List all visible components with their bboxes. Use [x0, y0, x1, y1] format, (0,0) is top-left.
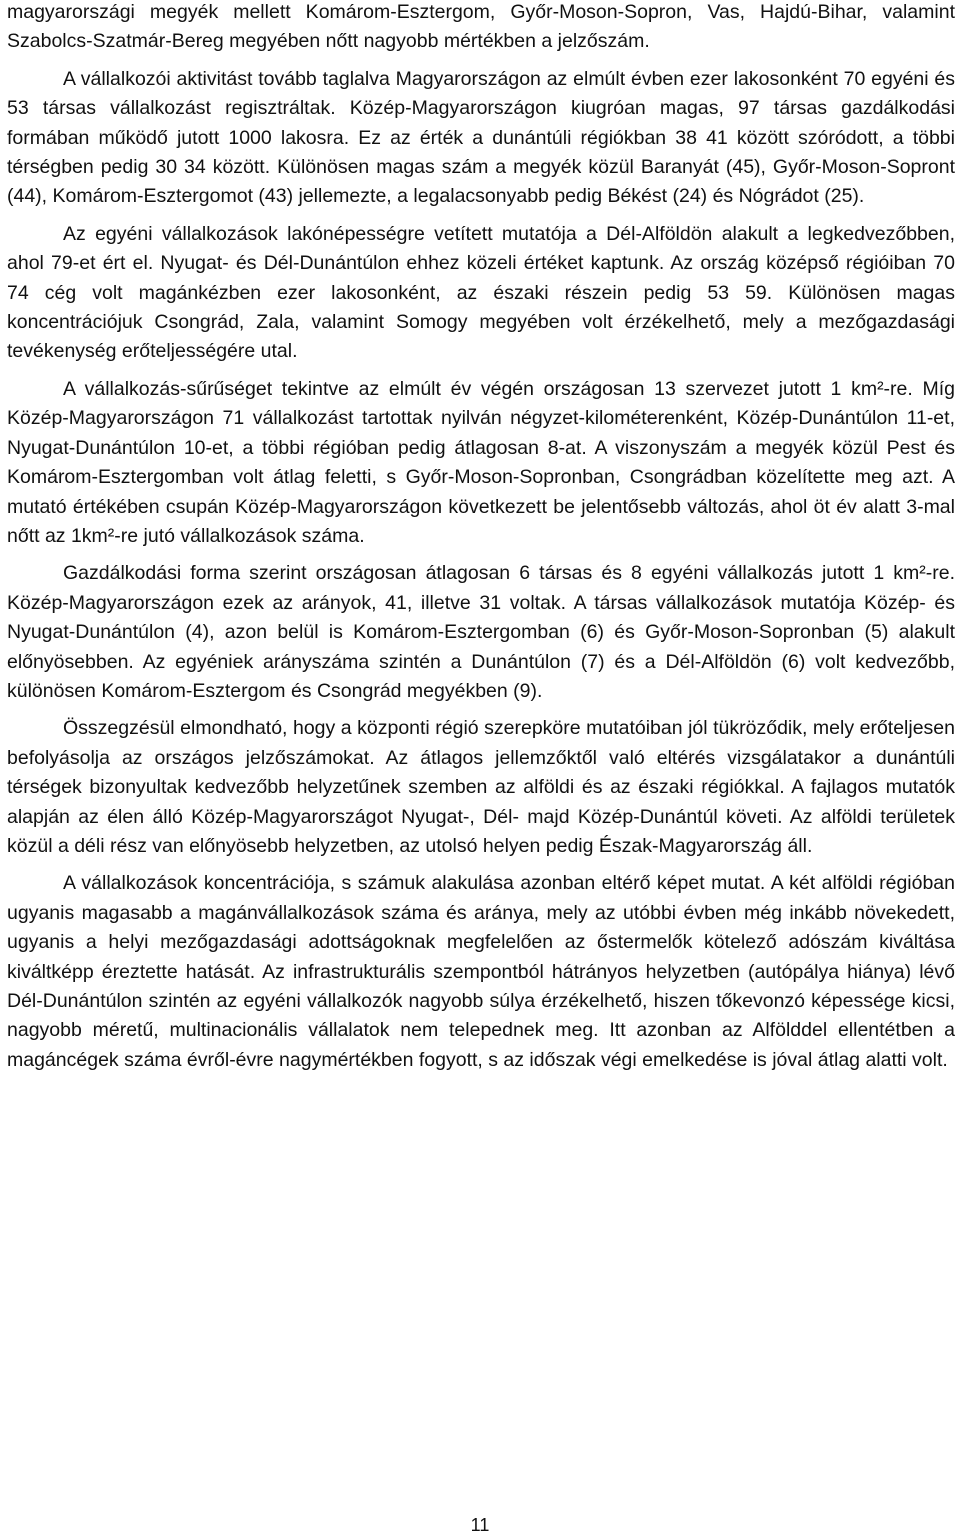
- paragraph-4: A vállalkozás-sűrűséget tekintve az elmúlt év végén országosan 13 szervezet jutott 1 km²-re. Míg Közép-Magyarországon 71 vállalkozást tartottak nyilván négyzet-kilométerenként, Közép-Dunántúlon 11-et, Nyugat-Dunántúlon 10-et, a többi régióban pedig átlagosan 8-at. A viszonyszám a megyék közül Pest és Komárom-Esztergomban volt átlag feletti, s Győr-Moson-Sopronban, Csongrádban közelítette meg azt. A mutató értékében csupán Közép-Magyarországon következett be jelentősebb változás, ahol öt év alatt 3-mal nőtt az 1km²-re jutó vállalkozások száma.: [7, 377, 955, 547]
- paragraph-6: Összegzésül elmondható, hogy a központi régió szerepköre mutatóiban jól tükröződik, mely erőteljesen befolyásolja az országos jelzőszámokat. Az átlagos jellemzőktől való eltérés vizsgálatakor a dunántúli térségek bizonyultak kedvezőbb helyzetűnek szemben az alföldi és az északi régiókkal. A fajlagos mutatók alapján az élen álló Közép-Magyarországot Nyugat-, Dél- majd Közép-Dunántúl követi. Az alföldi területek közül a déli rész van előnyösebb helyzetben, az utolsó helyen pedig Észak-Magyarország áll.: [7, 717, 955, 857]
- paragraph-7: A vállalkozások koncentrációja, s számuk alakulása azonban eltérő képet mutat. A két alföldi régióban ugyanis magasabb a magánvállalkozások száma és aránya, mely az utóbbi évben még inkább növekedett, ugyanis a helyi mezőgazdasági adottságoknak megfelelően az őstermelők kötelező adószám kiváltása kiváltképp éreztette hatását. Az infrastrukturális szempontból hátrányos helyzetben (autópálya hiánya) lévő Dél-Dunántúlon szintén az egyéni vállalkozók nagyobb súlya érzékelhető, hiszen tőkevonzó képessége kicsi, nagyobb méretű, multinacionális vállalatok nem telepednek meg. Itt azonban az Alfölddel ellentétben a magáncégek száma évről-évre nagymértékben fogyott, s az időszak végi emelkedése is jóval átlag alatti volt.: [7, 872, 955, 1071]
- paragraph-1: magyarországi megyék mellett Komárom-Esztergom, Győr-Moson-Sopron, Vas, Hajdú-Bihar, valamint Szabolcs-Szatmár-Bereg megyében nőtt nagyobb mértékben a jelzőszám.: [7, 1, 955, 53]
- paragraph-3: Az egyéni vállalkozások lakónépességre vetített mutatója a Dél-Alföldön alakult a legkedvezőbben, ahol 79-et ért el. Nyugat- és Dél-Dunántúlon ehhez közeli értéket kaptunk. Az ország középső régióiban 70 74 cég volt magánkézben ezer lakosonként, az északi részein pedig 53 59. Különösen magas koncentrációjuk Csongrád, Zala, valamint Somogy megyében volt érzékelhető, mely a mezőgazdasági tevékenység erőteljességére utal.: [7, 222, 955, 363]
- document-body: [7, 0, 955, 1075]
- page-number: 11: [470, 1515, 490, 1535]
- paragraph-2: A vállalkozói aktivitást tovább taglalva Magyarországon az elmúlt évben ezer lakosonként 70 egyéni és 53 társas vállalkozást regisztráltak. Közép-Magyarországon kiugróan magas, 97 társas gazdálkodási formában működő jutott 1000 lakosra. Ez az érték a dunántúli régiókban 38 41 között szóródott, a többi térségben pedig 30 34 között. Különösen magas szám a megyék közül Baranyát (45), Győr-Moson-Sopront (44), Komárom-Esztergomot (43) jellemezte, a legalacsonyabb pedig Békést (24) és Nógrádot (25).: [7, 67, 955, 208]
- paragraph-5: Gazdálkodási forma szerint országosan átlagosan 6 társas és 8 egyéni vállalkozás jutott 1 km²-re. Közép-Magyarországon ezek az arányok, 41, illetve 31 voltak. A társas vállalkozások mutatója Közép- és Nyugat-Dunántúlon (4), azon belül is Komárom-Esztergomban (6) és Győr-Moson-Sopronban (5) alakult előnyösebben. Az egyéniek arányszáma szintén a Dunántúlon (7) és a Dél-Alföldön (6) volt kedvezőbb, különösen Komárom-Esztergom és Csongrád megyékben (9).: [7, 562, 955, 702]
